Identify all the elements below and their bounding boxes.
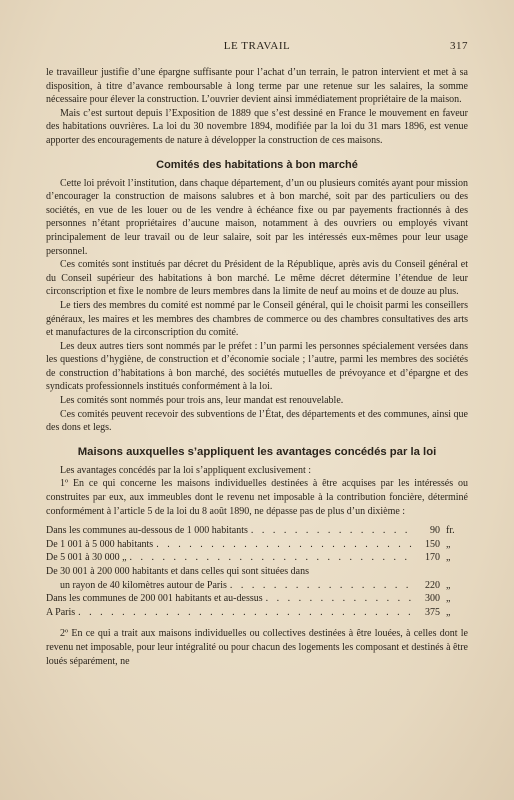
tariff-row (46, 579, 468, 593)
paragraph: 1º En ce qui concerne les maisons individuelles destinées à être acquises par les intéressés ou construites par eux, aux immeubles dont le revenu net imposable à la contribution foncière, déterminé conformément à l’article 5 de la loi du 8 août 1890, ne dépasse pas de plus d’un dixième : (46, 478, 468, 517)
tariff-label: De 1 001 à 5 000 habitants (46, 538, 154, 550)
tariff-label: A Paris (46, 606, 76, 618)
section-heading-comites: Comités des habitations à bon marché (156, 158, 358, 171)
tariff-list (46, 524, 468, 619)
tariff-value: 220 (425, 579, 440, 591)
tariff-unit: „ (446, 538, 451, 550)
paragraph: le travailleur justifie d’une épargne suffisante pour l’achat d’un terrain, le patron intervient et met à sa disposition, à titre d’avance remboursable à long terme par une retenue sur les salaires, la somme nécessaire pour élever la construction. L’ouvrier devient ainsi immédiatement propriétaire de la maison. (46, 67, 468, 106)
tariff-row (46, 592, 468, 606)
leader-dots (78, 606, 413, 620)
paragraph: Les avantages concédés par la loi s’appliquent exclusivement : (60, 464, 312, 476)
running-title: LE TRAVAIL (223, 40, 291, 52)
tariff-label: De 30 001 à 200 000 habitants et dans celles qui sont situées dans (46, 566, 310, 577)
tariff-value: 300 (425, 593, 440, 605)
paragraph: 2º En ce qui a trait aux maisons individuelles ou collectives destinées à être louées, à celles dont le revenu net imposable, pour leur intégralité ou pour chacun des logements les composant et destinés à être loués séparément, ne (46, 628, 468, 667)
tariff-label: Dans les communes au-dessous de 1 000 habitants (46, 525, 248, 537)
tariff-unit: fr. (446, 525, 455, 537)
paragraph: Les deux autres tiers sont nommés par le préfet : l’un parmi les personnes spécialement versées dans les questions d’hygiène, de construction et d’économie sociale ; l’autre, parmi les membres des sociétés de construction d’habitations à bon marché, des sociétés mutuelles de prévoyance et d’épargne et des syndicats professionnels institués conformément à la loi. (46, 340, 468, 393)
tariff-label: un rayon de 40 kilomètres autour de Paris (60, 579, 227, 591)
tariff-value: 170 (425, 552, 440, 564)
tariff-unit: „ (446, 593, 451, 605)
tariff-unit: „ (446, 552, 451, 564)
tariff-value: 90 (430, 525, 440, 537)
paragraph: Le tiers des membres du comité est nommé par le Conseil général, qui le choisit parmi les conseillers généraux, les maires et les membres des chambres de commerce ou des chambres consultatives des arts et manufactures de la circonscription du comité. (46, 299, 468, 339)
tariff-row (46, 538, 468, 552)
tariff-unit: „ (446, 606, 451, 618)
tariff-label: Dans les communes de 200 001 habitants et au-dessus (46, 593, 263, 605)
tariff-unit: „ (446, 579, 451, 591)
paragraph: Les comités sont nommés pour trois ans, leur mandat est renouvelable. (60, 395, 344, 407)
tariff-row (46, 524, 468, 538)
tariff-label: De 5 001 à 30 000 „ (46, 552, 127, 564)
page-number: 317 (450, 40, 468, 52)
section-heading-maisons: Maisons auxquelles s’appliquent les avantages concédés par la loi (77, 445, 437, 458)
running-head (46, 40, 468, 54)
tariff-value: 150 (425, 538, 440, 550)
paragraph: Ces comités sont institués par décret du Président de la République, après avis du Conseil général et du Conseil supérieur des habitations à bon marché. Le même décret détermine l’étendue de leur circonscription et fixe le nombre de leurs membres dans la limite de neuf au moins et de douze au plus. (46, 259, 468, 298)
leader-dots (251, 524, 413, 538)
leader-dots (130, 551, 413, 565)
body-text (46, 66, 468, 668)
paragraph: Ces comités peuvent recevoir des subventions de l’État, des départements et des communes, ainsi que des dons et legs. (46, 408, 468, 434)
tariff-value: 375 (425, 606, 440, 618)
tariff-row (46, 565, 468, 579)
tariff-row (46, 606, 468, 620)
paragraph: Mais c’est surtout depuis l’Exposition de 1889 que s’est dessiné en France le mouvement en faveur des habitations ouvrières. La loi du 30 novembre 1894, modifiée par la loi du 31 mars 1896, est venue apporter des encouragements de nature à développer la construction de ces maisons. (46, 107, 468, 146)
paragraph: Cette loi prévoit l’institution, dans chaque département, d’un ou plusieurs comités ayant pour mission d’encourager la construction de maisons salubres et à bon marché, soit par des particuliers ou des sociétés, en vue de les louer ou de les vendre à échéance fixe ou par payements fractionnés à des personnes n’étant propriétaires d’aucune maison, notamment à des ouvriers ou employés vivant principalement de leur travail ou de leur salaire, soit par les intéressés eux-mêmes pour leur usage personnel. (46, 177, 468, 257)
leader-dots (266, 592, 413, 606)
tariff-row (46, 551, 468, 565)
leader-dots (156, 538, 413, 552)
leader-dots (230, 579, 413, 593)
